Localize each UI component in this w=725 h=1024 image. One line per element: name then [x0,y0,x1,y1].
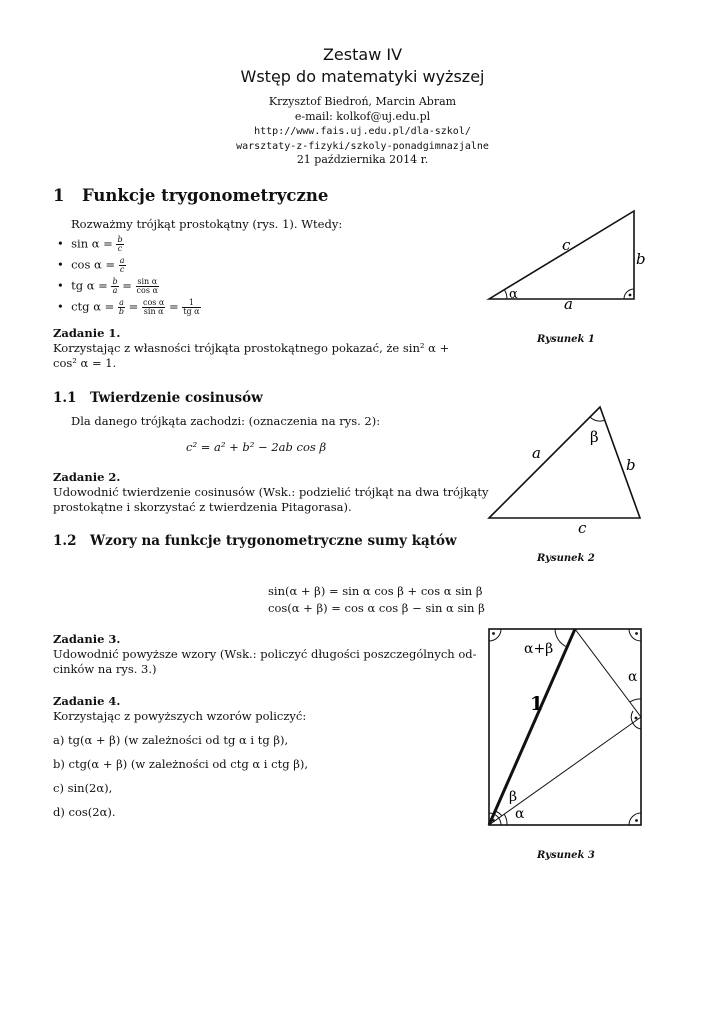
task-1-text-2: cos² α = 1. [53,356,117,370]
task-4-item-b: b) ctg(α + β) (w zależności od ctg α i ctg β), [53,757,309,771]
title-line-2: Wstęp do matematyki wyższej [240,67,485,86]
figure-2-caption: Rysunek 2 [537,553,595,564]
fig3-label-beta: β [509,789,518,805]
sum-formula-cos: cos(α + β) = cos α cos β − sin α sin β [268,601,485,615]
task-4-label: Zadanie 4. [53,694,121,708]
bullet-list [57,236,201,320]
bullet-tg: • tg α = $\frac{b}{a}$ = $\frac{\text{sin α}}{\text{cos α}}$ [57,277,158,295]
figure-3-caption: Rysunek 3 [537,850,595,861]
bullet-cos: • cos α = $\frac{a}{c}$ [57,256,125,274]
task-2-label: Zadanie 2. [53,470,121,484]
task-4-item-d: d) cos(2α). [53,805,116,819]
task-3-text-2: cinków na rys. 3.) [53,662,157,676]
section-1-1-intro: Dla danego trójkąta zachodzi: (oznaczenia na rys. 2): [71,414,381,428]
fig2-label-b: b [626,456,636,474]
fig1-label-a: a [564,295,573,310]
fig2-label-c: c [578,519,587,537]
task-3-text-1: Udowodnić powyższe wzory (Wsk.: policzyć długości poszczególnych od- [53,647,477,661]
task-2-text-1: Udowodnić twierdzenie cosinusów (Wsk.: podzielić trójkąt na dwa trójkąty [53,485,489,499]
cosine-law-formula: c² = a² + b² − 2ab cos β [186,440,327,454]
section-1-2-title: Wzory na funkcje trygonometryczne sumy kątów [90,533,457,549]
fig2-label-beta: β [590,428,599,446]
fig3-label-alpha-plus-beta: α+β [524,641,554,657]
fig1-label-b: b [636,250,646,268]
task-4-intro: Korzystając z powyższych wzorów policzyć: [53,709,307,723]
figure-3-square [480,620,650,835]
section-1-number: 1 [53,186,65,205]
task-4-item-a: a) tg(α + β) (w zależności od tg α i tg β), [53,733,289,747]
fig3-label-one: 1 [530,693,544,715]
task-1-text-1: Korzystając z własności trójkąta prostokątnego pokazać, że sin² α + [53,341,450,355]
section-1-1-number: 1.1 [53,390,77,406]
url-line-1[interactable]: http://www.fais.uj.edu.pl/dla-szkol/ [254,126,471,137]
fig3-label-alpha-right: α [628,669,638,685]
task-3-label: Zadanie 3. [53,632,121,646]
authors: Krzysztof Biedroń, Marcin Abram [268,95,457,108]
fig1-label-alpha: α [509,287,518,302]
bullet-ctg: • ctg α = $\frac{a}{b}$ = $\frac{\text{cos α}}{\text{sin α}}$ = $\frac{1}{\text{tg α}}$ [57,298,200,316]
date: 21 października 2014 r. [296,153,429,166]
figure-1-triangle [480,200,650,310]
section-1-1-title: Twierdzenie cosinusów [90,390,263,406]
email: e-mail: kolkof@uj.edu.pl [294,110,431,123]
title-line-1: Zestaw IV [322,45,403,64]
task-4-item-c: c) sin(2α), [53,781,113,795]
url-line-2[interactable]: warsztaty-z-fizyki/szkoly-ponadgimnazjalne [236,141,489,152]
section-1-title: Funkcje trygonometryczne [82,186,329,205]
bullet-sin: • sin α = $\frac{b}{c}$ [57,235,123,253]
task-1-label: Zadanie 1. [53,326,121,340]
sum-formula-sin: sin(α + β) = sin α cos β + cos α sin β [268,584,483,598]
section-1-intro: Rozważmy trójkąt prostokątny (rys. 1). Wtedy: [71,217,343,231]
task-2-text-2: prostokątne i skorzystać z twierdzenia Pitagorasa). [53,500,352,514]
figure-2-triangle [480,398,650,538]
fig3-label-alpha-bottom: α [515,806,525,822]
section-1-2-number: 1.2 [53,533,77,549]
figure-1-caption: Rysunek 1 [537,334,595,345]
fig2-label-a: a [532,444,541,462]
fig1-label-c: c [562,236,571,254]
